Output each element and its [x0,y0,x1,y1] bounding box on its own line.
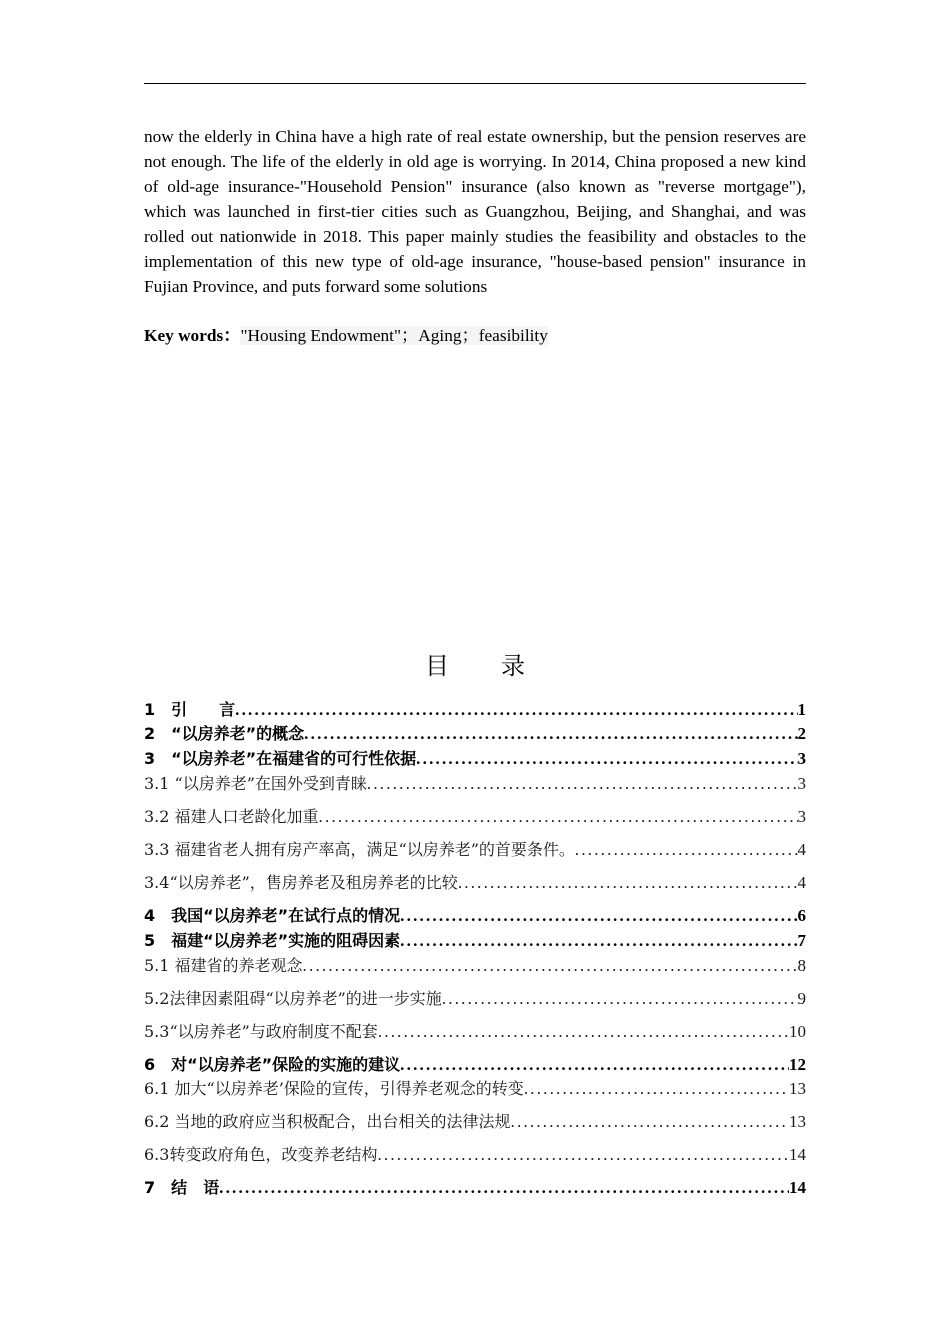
toc-dot-leader [319,806,798,828]
toc-page-number: 6 [797,906,806,925]
toc-entry[interactable] [144,771,806,795]
toc-entry-text: 1 引 言 [144,700,236,719]
toc-entry[interactable] [144,1109,806,1133]
toc-entry[interactable] [144,953,806,977]
toc-title-char-2: 录 [501,652,525,680]
toc-entry-text: 5.1 福建省的养老观念 [144,956,303,975]
toc-entry-text: 6 对“以房养老”保险的实施的建议 [144,1055,401,1074]
toc-entry[interactable] [144,1019,806,1043]
toc-dot-leader [304,723,797,745]
toc-entry[interactable] [144,837,806,861]
toc-page-number: 14 [789,1178,806,1197]
toc-title-char-1: 目 [425,652,449,680]
toc-dot-leader [400,930,797,952]
toc-entry-text: 6.3转变政府角色，改变养老结构 [144,1145,378,1164]
toc-dot-leader [400,905,797,927]
toc-page-number: 13 [789,1112,806,1131]
toc-entry-text: 4 我国“以房养老”在试行点的情况 [144,906,401,925]
toc-entry-text: 3.4“以房养老”，售房养老及租房养老的比较 [144,873,458,892]
toc-entry[interactable] [144,1175,806,1199]
toc-page-number: 2 [797,724,806,743]
toc-dot-leader [400,1054,789,1076]
toc-dot-leader [524,1078,789,1100]
toc-page-number: 1 [797,700,806,719]
keywords-line [144,323,548,348]
toc-dot-leader [303,955,798,977]
toc-page-number: 3 [797,774,806,793]
toc-entry[interactable] [144,1142,806,1166]
toc-entry[interactable] [144,870,806,894]
toc-entry-text: 5 福建“以房养老”实施的阻碍因素 [144,931,401,950]
keywords-value: "Housing Endowment"；Aging；feasibility [240,326,548,345]
toc-entry-text: 7 结 语 [144,1178,220,1197]
toc-entry-text: 3 “以房养老”在福建省的可行性依据 [144,749,417,768]
toc-page-number: 7 [797,931,806,950]
toc-dot-leader [511,1111,789,1133]
toc-page-number: 8 [797,956,806,975]
toc-entry-text: 2 “以房养老”的概念 [144,724,305,743]
toc-page-number: 4 [797,840,806,859]
toc-title [0,648,950,684]
toc-entry-text: 5.3“以房养老”与政府制度不配套 [144,1022,378,1041]
toc-dot-leader [367,773,798,795]
toc-entry-text: 5.2法律因素阻碍“以房养老”的进一步实施 [144,989,442,1008]
toc-entry[interactable] [144,903,806,927]
toc-entry[interactable] [144,1052,806,1076]
toc-page-number: 3 [797,807,806,826]
toc-page-number: 14 [789,1145,806,1164]
toc-entry-text: 6.1 加大“以房养老’保险的宣传，引得养老观念的转变 [144,1079,524,1098]
toc-dot-leader [416,748,797,770]
toc-page-number: 10 [789,1022,806,1041]
toc-entry[interactable] [144,928,806,952]
keywords-label: Key words： [144,326,241,345]
toc-dot-leader [458,872,798,894]
toc-page-number: 12 [789,1055,806,1074]
toc-page-number: 4 [797,873,806,892]
toc-page-number: 13 [789,1079,806,1098]
toc-dot-leader [378,1021,789,1043]
toc-entry[interactable] [144,746,806,770]
toc-dot-leader [377,1144,789,1166]
abstract-paragraph [144,124,806,299]
toc-entry-text: 3.1 “以房养老”在国外受到青睐 [144,774,367,793]
toc-entry[interactable] [144,804,806,828]
toc-dot-leader [219,1177,789,1199]
toc-entry[interactable] [144,986,806,1010]
toc-page-number: 3 [797,749,806,768]
toc-dot-leader [442,988,798,1010]
toc-dot-leader [575,839,798,861]
header-rule [144,83,806,84]
toc-entry-text: 3.2 福建人口老龄化加重 [144,807,319,826]
abstract-text: now the elderly in China have a high rate of real estate ownership, but the pension reserves are not enough. The life of the elderly in old age is worrying. In 2014, China proposed a new kind of old-age insurance-"Household Pension" insurance (also known as "reverse mortgage"), which was launched in first-tier cities such as Guangzhou, Beijing, and Shanghai, and was rolled out nationwide in 2018. This paper mainly studies the feasibility and obstacles to the implementation of this new type of old-age insurance, "house-based pension" insurance in Fujian Province, and puts forward some solutions [144,127,806,296]
toc-dot-leader [235,699,797,721]
toc-entry-text: 3.3 福建省老人拥有房产率高，满足“以房养老”的首要条件。 [144,840,575,859]
toc-entry-text: 6.2 当地的政府应当积极配合，出台相关的法律法规 [144,1112,511,1131]
toc-entry[interactable] [144,1076,806,1100]
toc-page-number: 9 [797,989,806,1008]
toc-entry[interactable] [144,721,806,745]
toc-entry[interactable] [144,697,806,721]
